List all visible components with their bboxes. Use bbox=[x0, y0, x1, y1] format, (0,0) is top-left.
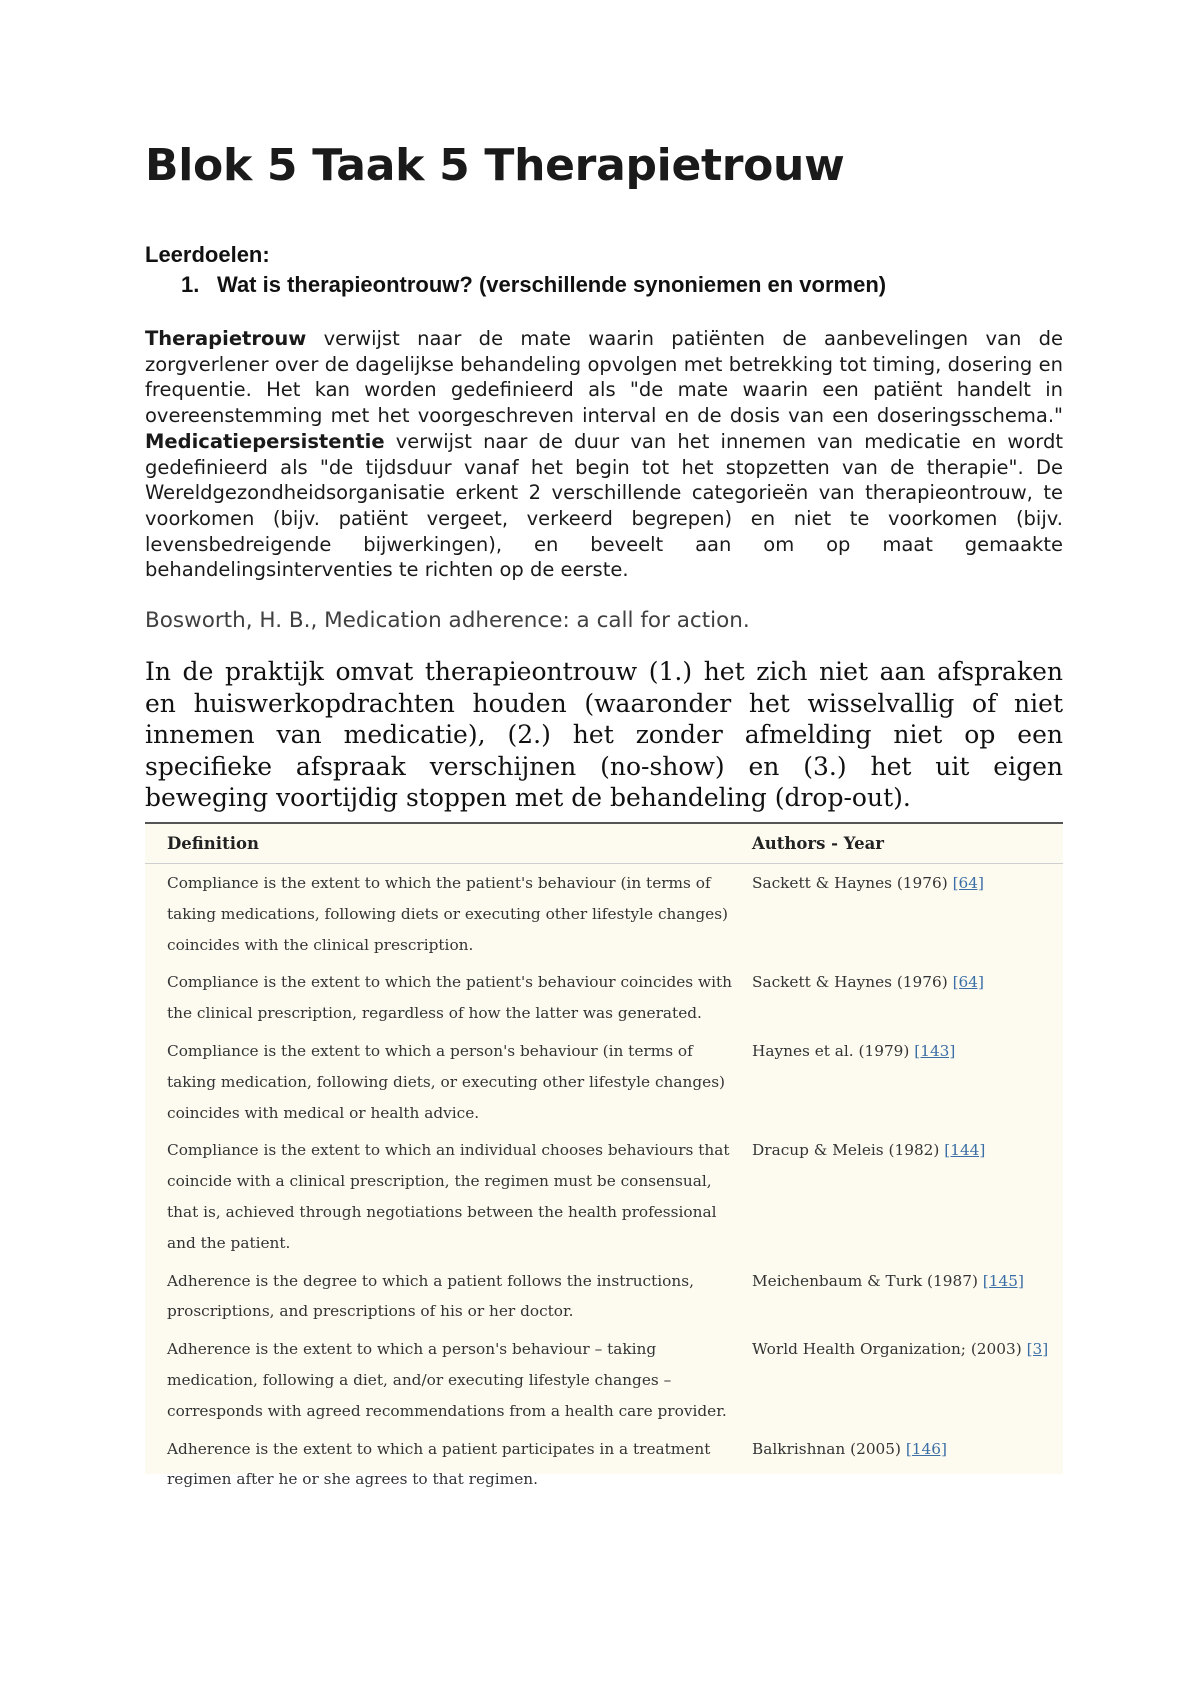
definition-cell: Compliance is the extent to which the patient's behaviour coincides with the clinical prescription, regardless of how the latter was generated. bbox=[167, 973, 732, 1023]
definition-cell: Adherence is the extent to which a person's behaviour – taking medication, following a diet, and/or executing lifestyle changes – corresponds with agreed recommendations from a health care provider. bbox=[167, 1340, 727, 1420]
authors-cell bbox=[748, 1330, 1063, 1429]
table-header-row bbox=[145, 824, 1063, 864]
header-authors-year: Authors - Year bbox=[748, 824, 1063, 864]
reference-link[interactable]: [3] bbox=[1026, 1340, 1049, 1359]
term-medicatiepersistentie: Medicatiepersistentie bbox=[145, 429, 385, 453]
authors-text: Meichenbaum & Turk (1987) bbox=[752, 1271, 983, 1290]
authors-cell bbox=[748, 963, 1063, 1032]
definition-cell: Compliance is the extent to which the patient's behaviour (in terms of taking medications, following diets or executing other lifestyle changes) coincides with the clinical prescription. bbox=[167, 874, 729, 954]
definition-paragraph bbox=[145, 326, 1063, 583]
leerdoelen-label: Leerdoelen: bbox=[145, 242, 270, 267]
table-row bbox=[145, 1330, 1063, 1429]
authors-text: Dracup & Meleis (1982) bbox=[752, 1141, 945, 1160]
table-row bbox=[145, 1032, 1063, 1131]
definition-cell: Compliance is the extent to which an individual chooses behaviours that coincide with a clinical prescription, the regimen must be consensual, that is, achieved through negotiations between the health professional and the patient. bbox=[167, 1141, 730, 1252]
authors-text: Haynes et al. (1979) bbox=[752, 1041, 915, 1060]
definitions-table bbox=[145, 824, 1063, 1498]
table-row bbox=[145, 1262, 1063, 1331]
reference-link[interactable]: [146] bbox=[905, 1439, 947, 1458]
praktijk-paragraph: In de praktijk omvat therapieontrouw (1.) het zich niet aan afspraken en huiswerkopdrachten houden (waaronder het wisselvallig of niet innemen van medicatie), (2.) het zonder afmelding niet op een specifieke afspraak verschijnen (no-show) en (3.) het uit eigen beweging voortijdig stoppen met de behandeling (drop-out). bbox=[145, 657, 1063, 813]
page-title: Blok 5 Taak 5 Therapietrouw bbox=[145, 140, 845, 191]
authors-cell bbox=[748, 1032, 1063, 1131]
reference-link[interactable]: [64] bbox=[952, 874, 984, 892]
list-number: 1. bbox=[181, 272, 200, 297]
table-row bbox=[145, 1430, 1063, 1499]
reference-link[interactable]: [64] bbox=[952, 973, 984, 992]
definition-cell: Adherence is the degree to which a patient follows the instructions, proscriptions, and prescriptions of his or her doctor. bbox=[167, 1271, 694, 1321]
learning-goal-text: Wat is therapieontrouw? (verschillende synoniemen en vormen) bbox=[217, 272, 887, 297]
reference-link[interactable]: [144] bbox=[944, 1141, 986, 1160]
authors-text: Balkrishnan (2005) bbox=[752, 1439, 906, 1458]
authors-cell bbox=[748, 1131, 1063, 1261]
header-definition: Definition bbox=[145, 824, 748, 864]
learning-goal-1 bbox=[181, 272, 886, 298]
reference-citation: Bosworth, H. B., Medication adherence: a call for action. bbox=[145, 608, 750, 633]
paragraph-text-1: verwijst naar de mate waarin patiënten de aanbevelingen van de zorgverlener over de dagelijkse behandeling opvolgen met betrekking tot timing, dosering en frequentie. Het kan worden gedefinieerd als "de mate waarin een patiënt handelt in overeenstemming met het voorgeschreven interval en de dosis van een doseringsschema." bbox=[145, 327, 1063, 428]
authors-cell bbox=[748, 864, 1063, 964]
authors-text: Sackett & Haynes (1976) bbox=[752, 874, 953, 892]
table-row bbox=[145, 963, 1063, 1032]
definitions-table-image bbox=[145, 822, 1063, 1489]
authors-cell bbox=[748, 1430, 1063, 1499]
authors-text: Sackett & Haynes (1976) bbox=[752, 973, 953, 992]
reference-link[interactable]: [143] bbox=[914, 1041, 956, 1060]
reference-link[interactable]: [145] bbox=[982, 1271, 1024, 1290]
term-therapietrouw: Therapietrouw bbox=[145, 327, 307, 350]
definition-cell: Compliance is the extent to which a person's behaviour (in terms of taking medication, following diets, or executing other lifestyle changes) coincides with medical or health advice. bbox=[167, 1041, 726, 1122]
table-row bbox=[145, 864, 1063, 964]
definition-cell: Adherence is the extent to which a patient participates in a treatment regimen after he or she agrees to that regimen. bbox=[167, 1439, 711, 1489]
authors-text: World Health Organization; (2003) bbox=[752, 1340, 1027, 1359]
authors-cell bbox=[748, 1262, 1063, 1331]
paragraph-text-2: verwijst naar de duur van het innemen van medicatie en wordt gedefinieerd als "de tijdsduur vanaf het begin tot het stopzetten van de therapie". De Wereldgezondheidsorganisatie erkent 2 verschillende categorieën van therapieontrouw, te voorkomen (bijv. patiënt vergeet, verkeerd begrepen) en niet te voorkomen (bijv. levensbedreigende bijwerkingen), en beveelt aan om op maat gemaakte behandelingsinterventies te richten op de eerste. bbox=[145, 429, 1063, 582]
table-row bbox=[145, 1131, 1063, 1261]
